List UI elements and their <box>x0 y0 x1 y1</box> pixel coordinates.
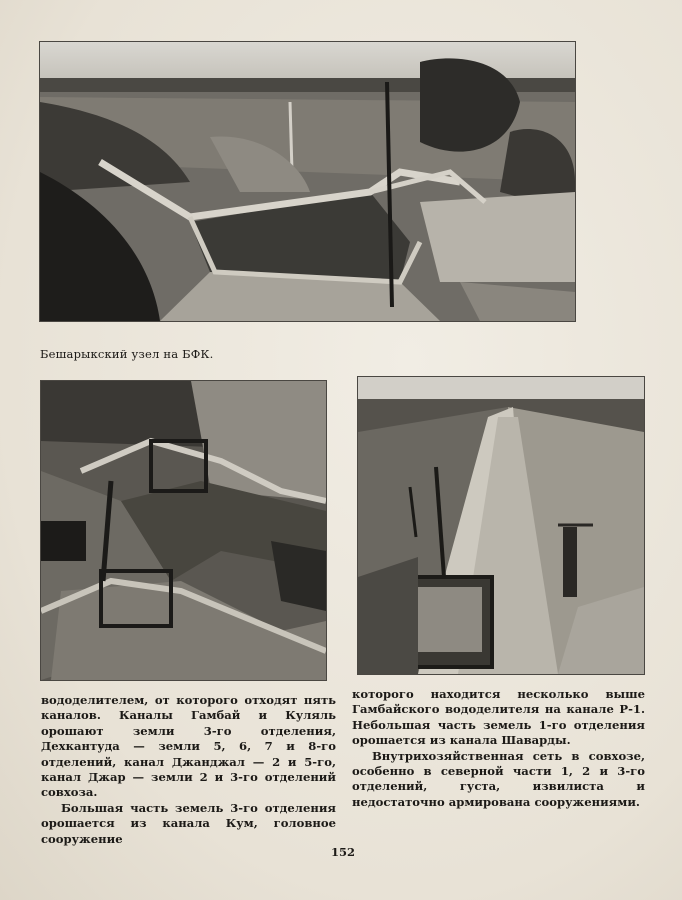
photo-besharyk-node <box>40 42 575 321</box>
paragraph: вододелителем, от которого отходят пять каналов. Каналы Гамбай и Куляль орошают земли 3-го отделения, Дехкантуда — земли 5, 6, 7 и 8-го отделений, канал Джанджал — 2 и 5-го, канал Джар — земли 2 и 3-го отделений совхоза. <box>41 693 336 800</box>
paragraph: которого находится несколько выше Гамбайского вододелителя на канале Р-1. Небольшая часть земель 1-го отделения орошается из канала Шаварды. <box>352 687 645 748</box>
photo-sluice-gates <box>41 381 326 680</box>
paragraph: Большая часть земель 3-го отделения орошается из канала Кум, головное сооружение <box>41 800 336 846</box>
text-column-left <box>41 693 336 847</box>
photo-canal-gate <box>358 377 644 674</box>
text-column-right <box>352 687 645 810</box>
paragraph: Внутрихозяйственная сеть в совхозе, особенно в северной части 1, 2 и 3-го отделений, густа, извилиста и недостаточно армирована сооружениями. <box>352 748 645 809</box>
page-number: 152 <box>330 845 355 859</box>
photo-caption: Бешарыкский узел на БФК. <box>40 346 214 361</box>
